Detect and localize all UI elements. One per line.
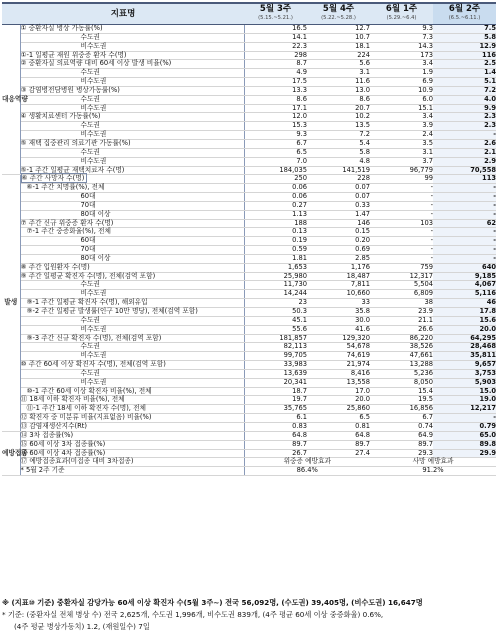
indicator-label: ⑫ 확진자 중 미분류 비율(지표없음) 비율(%) <box>20 413 152 422</box>
value-cell: 89.7 <box>307 440 370 449</box>
value-cell: 38 <box>370 299 433 308</box>
value-cell: 41.6 <box>307 325 370 334</box>
value-cell: 16.5 <box>244 25 307 34</box>
value-cell: 7.3 <box>370 33 433 42</box>
indicator-label: ⑨-1 주간 일평균 확진자 수(명), 해외유입 <box>26 298 148 307</box>
value-cell: 0.74 <box>370 422 433 431</box>
table-row <box>2 201 496 210</box>
indicator-label: 80대 이상 <box>80 209 111 218</box>
value-cell: - <box>433 201 496 210</box>
value-cell: 8.7 <box>244 60 307 69</box>
value-cell: 7.0 <box>244 157 307 166</box>
value-cell: 228 <box>307 175 370 184</box>
value-cell: 17.8 <box>433 308 496 317</box>
value-cell: 129,320 <box>307 334 370 343</box>
value-cell: 3.7 <box>370 157 433 166</box>
value-cell: - <box>370 254 433 263</box>
value-cell: 3.4 <box>370 60 433 69</box>
value-cell: 8,416 <box>307 369 370 378</box>
value-cell: 0.15 <box>307 228 370 237</box>
table-row <box>2 467 496 476</box>
value-cell: 14,244 <box>244 290 307 299</box>
value-cell: 4.8 <box>307 157 370 166</box>
indicator-label: 비수도권 <box>80 156 107 165</box>
category-label: 대응역량 <box>2 25 20 175</box>
value-cell: 18,487 <box>307 272 370 281</box>
value-cell: 4,067 <box>433 281 496 290</box>
indicator-name <box>20 95 244 104</box>
indicator-label: ⑤-1 주간 일평균 재택치료자 수(명) <box>20 165 125 174</box>
table-row <box>2 325 496 334</box>
value-cell: 6.0 <box>370 95 433 104</box>
indicator-label: 수도권 <box>80 368 100 377</box>
value-cell: 8.6 <box>307 95 370 104</box>
value-cell: 12.0 <box>244 113 307 122</box>
indicator-label: ⑥ 주간 사망자 수(명) <box>21 173 88 183</box>
value-cell: 26.7 <box>244 449 307 458</box>
indicator-name <box>20 86 244 95</box>
value-cell: 50.3 <box>244 308 307 317</box>
value-cell: 5.8 <box>307 148 370 157</box>
indicator-label: 수도권 <box>80 315 100 324</box>
indicator-label: 수도권 <box>80 147 100 156</box>
indicator-label: 비수도권 <box>80 377 107 386</box>
value-cell: 2.85 <box>307 254 370 263</box>
merged-value-cell: 86.4% <box>244 467 370 476</box>
value-cell: 146 <box>307 219 370 228</box>
value-cell: 250 <box>244 175 307 184</box>
value-cell: 19.0 <box>433 396 496 405</box>
value-cell: 9.9 <box>433 104 496 113</box>
category-label: 발생 <box>2 175 20 431</box>
value-cell: 17.1 <box>244 104 307 113</box>
indicator-label: 수도권 <box>80 342 100 351</box>
value-cell: 0.20 <box>307 237 370 246</box>
value-cell: 15.4 <box>370 387 433 396</box>
value-cell: 0.19 <box>244 237 307 246</box>
table-row <box>2 148 496 157</box>
indicator-label: ⑧ 주간 입원환자 수(명) <box>20 262 90 271</box>
value-cell: 86,220 <box>370 334 433 343</box>
indicator-label: ⑪-1 주간 18세 이하 확진자 수(명), 전체 <box>26 404 146 413</box>
indicator-label: 수도권 <box>80 121 100 130</box>
value-cell: 21.1 <box>370 316 433 325</box>
value-cell: 5,903 <box>433 378 496 387</box>
value-cell: 18.1 <box>307 42 370 51</box>
value-cell: 33,983 <box>244 361 307 370</box>
value-cell: 23.9 <box>370 308 433 317</box>
value-cell: 1.9 <box>370 69 433 78</box>
value-cell: 5,116 <box>433 290 496 299</box>
value-cell: 62 <box>433 219 496 228</box>
indicator-label: 70대 <box>80 245 96 254</box>
value-cell: 10.9 <box>370 86 433 95</box>
value-cell: 10,660 <box>307 290 370 299</box>
value-cell: 0.06 <box>244 193 307 202</box>
indicator-label: ⑥-1 주간 치명률(%), 전체 <box>26 183 105 192</box>
value-cell: 3.9 <box>370 122 433 131</box>
value-cell: 0.59 <box>244 246 307 255</box>
value-cell: 2.6 <box>433 139 496 148</box>
indicator-name <box>20 467 244 476</box>
value-cell: 7.2 <box>307 131 370 140</box>
indicator-label: ⑨-3 주간 신규 확진자 수(명), 전체(검역 포함) <box>26 333 162 342</box>
value-cell: 28,468 <box>433 343 496 352</box>
value-cell: 13,558 <box>307 378 370 387</box>
value-cell: 10.7 <box>307 33 370 42</box>
indicator-label: ⑨-2 주간 일평균 발생률(인구 10만 명당), 전체(검역 포함) <box>26 307 198 315</box>
value-cell: 20.0 <box>307 396 370 405</box>
value-cell: 89.8 <box>433 440 496 449</box>
value-cell: 6.9 <box>370 78 433 87</box>
value-cell: 3.1 <box>307 69 370 78</box>
value-cell: 2.4 <box>370 131 433 140</box>
indicator-label: 비수도권 <box>80 41 107 50</box>
indicator-table <box>2 2 496 476</box>
value-cell: 35,765 <box>244 405 307 414</box>
indicator-label: ⑰ 예방접종효과(미접종 대비 3차접종) <box>20 457 134 466</box>
value-cell: 18.7 <box>244 387 307 396</box>
value-cell: 3.1 <box>370 148 433 157</box>
indicator-label: ⑤ 재택 집중관리 의료기관 가동률(%) <box>20 138 131 147</box>
merged-value-cell: 사망 예방효과 <box>370 458 496 467</box>
value-cell: 0.83 <box>244 422 307 431</box>
value-cell: 15.0 <box>433 387 496 396</box>
value-cell: 47,661 <box>370 352 433 361</box>
value-cell: - <box>370 228 433 237</box>
value-cell: 12,217 <box>433 405 496 414</box>
value-cell: 25,860 <box>307 405 370 414</box>
value-cell: 0.13 <box>244 228 307 237</box>
value-cell: 13.5 <box>307 122 370 131</box>
value-cell: 23 <box>244 299 307 308</box>
value-cell: - <box>370 246 433 255</box>
indicator-name <box>20 369 244 378</box>
value-cell: 0.79 <box>433 422 496 431</box>
value-cell: - <box>433 228 496 237</box>
indicator-name <box>20 201 244 210</box>
category-label: 예방접종 <box>2 431 20 475</box>
value-cell: 89.7 <box>244 440 307 449</box>
value-cell: 20,341 <box>244 378 307 387</box>
value-cell: 64.9 <box>370 431 433 440</box>
value-cell: 5.1 <box>433 78 496 87</box>
value-cell: - <box>433 237 496 246</box>
value-cell: 103 <box>370 219 433 228</box>
value-cell: 13.0 <box>307 86 370 95</box>
value-cell: 0.06 <box>244 184 307 193</box>
indicator-label: 비수도권 <box>80 324 107 333</box>
indicator-name <box>20 148 244 157</box>
value-cell: 640 <box>433 263 496 272</box>
value-cell: 7,811 <box>307 281 370 290</box>
footnote-capacity: ※ (지표⑩ 기준) 중환자실 감당가능 60세 이상 확진자 수(5월 3주~) 전국 56,092명, (수도권) 39,405명, (비수도권) 16,647명 <box>2 598 423 607</box>
value-cell: 13,288 <box>370 361 433 370</box>
value-cell: 13.3 <box>244 86 307 95</box>
indicator-name <box>20 139 244 148</box>
indicator-label: ⑮ 60세 이상 3차 접종률(%) <box>20 439 106 448</box>
indicator-label: ①-1 일평균 재원 위중증 환자 수(명) <box>20 50 127 59</box>
value-cell: 1.4 <box>433 69 496 78</box>
indicator-label: ⑭ 3차 접종률(%) <box>20 430 74 439</box>
value-cell: 1,176 <box>307 263 370 272</box>
value-cell: 188 <box>244 219 307 228</box>
value-cell: 113 <box>433 175 496 184</box>
indicator-label: ① 중환자실 병상 가동률(%) <box>20 24 103 32</box>
value-cell: 141,519 <box>307 166 370 175</box>
value-cell: 33 <box>307 299 370 308</box>
indicator-label: 70대 <box>80 200 96 209</box>
table-row <box>2 86 496 95</box>
indicator-label: 비수도권 <box>80 289 107 298</box>
value-cell: 8,050 <box>370 378 433 387</box>
value-cell: 0.27 <box>244 201 307 210</box>
value-cell: 11,730 <box>244 281 307 290</box>
value-cell: 64.8 <box>244 431 307 440</box>
value-cell: - <box>433 246 496 255</box>
indicator-label: 수도권 <box>80 32 100 41</box>
value-cell: 12.9 <box>433 42 496 51</box>
value-cell: 35.8 <box>307 308 370 317</box>
indicator-label: ③ 감염병전담병원 병상가동률(%) <box>20 85 120 94</box>
value-cell: 2.1 <box>433 148 496 157</box>
value-cell: 9.3 <box>244 131 307 140</box>
value-cell: - <box>433 131 496 140</box>
value-cell: 14.1 <box>244 33 307 42</box>
value-cell: 3,753 <box>433 369 496 378</box>
week-header: 5월 4주 (5.22.~5.28.) <box>307 3 370 25</box>
value-cell: 20.7 <box>307 104 370 113</box>
value-cell: 759 <box>370 263 433 272</box>
indicator-label: 수도권 <box>80 94 100 103</box>
value-cell: 173 <box>370 51 433 60</box>
value-cell: - <box>433 414 496 423</box>
value-cell: 99,705 <box>244 352 307 361</box>
table-row <box>2 139 496 148</box>
value-cell: 65.0 <box>433 431 496 440</box>
indicator-label: ⑦-1 주간 중증화율(%), 전체 <box>26 227 111 236</box>
indicator-label: 비수도권 <box>80 77 107 86</box>
value-cell: 64,295 <box>433 334 496 343</box>
value-cell: 1.13 <box>244 210 307 219</box>
value-cell: 74,619 <box>307 352 370 361</box>
value-cell: 82,113 <box>244 343 307 352</box>
table-row <box>2 33 496 42</box>
indicator-label: 비수도권 <box>80 130 107 139</box>
indicator-label: ⑪ 18세 이하 확진자 비율(%), 전체 <box>20 395 125 404</box>
value-cell: 6.7 <box>370 414 433 423</box>
value-cell: 2.5 <box>433 60 496 69</box>
indicator-label: ⑨ 주간 일평균 확진자 수(명), 전체(검역 포함) <box>20 271 156 280</box>
value-cell: 17.0 <box>307 387 370 396</box>
value-cell: 7.2 <box>433 86 496 95</box>
value-cell: 29.9 <box>433 449 496 458</box>
value-cell: 6.1 <box>244 414 307 423</box>
value-cell: - <box>433 210 496 219</box>
table-row <box>2 378 496 387</box>
value-cell: 2.3 <box>433 113 496 122</box>
value-cell: 3.4 <box>370 113 433 122</box>
value-cell: 224 <box>307 51 370 60</box>
value-cell: 30.0 <box>307 316 370 325</box>
value-cell: - <box>370 193 433 202</box>
value-cell: 29.3 <box>370 449 433 458</box>
value-cell: 9,657 <box>433 361 496 370</box>
week-header: 5월 3주 (5.15.~5.21.) <box>244 3 307 25</box>
indicator-name <box>20 325 244 334</box>
value-cell: 12.7 <box>307 25 370 34</box>
indicator-label: * 5월 2주 기준 <box>20 466 65 475</box>
value-cell: 4.9 <box>244 69 307 78</box>
value-cell: 96,779 <box>370 166 433 175</box>
value-cell: - <box>433 193 496 202</box>
value-cell: 0.69 <box>307 246 370 255</box>
indicator-label: 수도권 <box>80 280 100 289</box>
value-cell: 116 <box>433 51 496 60</box>
value-cell: - <box>370 237 433 246</box>
value-cell: 2.3 <box>433 122 496 131</box>
value-cell: 9.3 <box>370 25 433 34</box>
value-cell: 26.6 <box>370 325 433 334</box>
value-cell: 20.0 <box>433 325 496 334</box>
value-cell: 16,856 <box>370 405 433 414</box>
value-cell: - <box>433 254 496 263</box>
value-cell: 0.33 <box>307 201 370 210</box>
value-cell: 70,558 <box>433 166 496 175</box>
footnotes <box>2 597 496 633</box>
value-cell: 0.81 <box>307 422 370 431</box>
footnote-criteria: * 기준: (중환자실 전체 병상 수) 전국 2,625개, 수도권 1,996개, 비수도권 839개, (4주 평균 60세 이상 중증화율) 0.6%, <box>2 610 384 619</box>
value-cell: 54,678 <box>307 343 370 352</box>
value-cell: 46 <box>433 299 496 308</box>
indicator-header: 지표명 <box>2 3 244 25</box>
table-header <box>2 3 496 25</box>
week-header: 6월 2주 (6.5.~6.11.) <box>433 3 496 25</box>
value-cell: 19.7 <box>244 396 307 405</box>
value-cell: 1.81 <box>244 254 307 263</box>
value-cell: 45.1 <box>244 316 307 325</box>
value-cell: 64.8 <box>307 431 370 440</box>
value-cell: 89.7 <box>370 440 433 449</box>
value-cell: 13,639 <box>244 369 307 378</box>
value-cell: 17.5 <box>244 78 307 87</box>
value-cell: 1.47 <box>307 210 370 219</box>
value-cell: 0.07 <box>307 193 370 202</box>
indicator-label: 비수도권 <box>80 103 107 112</box>
value-cell: - <box>370 210 433 219</box>
value-cell: 15.1 <box>370 104 433 113</box>
indicator-label: 60대 <box>80 236 96 245</box>
indicator-label: ② 중환자실 의료역량 대비 60세 이상 발생 비율(%) <box>20 59 172 68</box>
table-row <box>2 422 496 431</box>
footnote-criteria-cont: (4주 평균 병상가동치) 1.2, (재원일수) 7일 <box>14 622 150 631</box>
value-cell: 22.3 <box>244 42 307 51</box>
value-cell: 181,857 <box>244 334 307 343</box>
value-cell: 298 <box>244 51 307 60</box>
value-cell: 14.3 <box>370 42 433 51</box>
indicator-name <box>20 33 244 42</box>
value-cell: 19.5 <box>370 396 433 405</box>
value-cell: 12,317 <box>370 272 433 281</box>
value-cell: 21,974 <box>307 361 370 370</box>
value-cell: 8.6 <box>244 95 307 104</box>
indicator-label: 80대 이상 <box>80 253 111 262</box>
value-cell: 6.5 <box>244 148 307 157</box>
indicator-name <box>20 316 244 325</box>
value-cell: 11.6 <box>307 78 370 87</box>
value-cell: 10.2 <box>307 113 370 122</box>
value-cell: 5,236 <box>370 369 433 378</box>
indicator-label: ④ 생활치료센터 가동률(%) <box>20 112 101 121</box>
value-cell: 7.5 <box>433 25 496 34</box>
indicator-name <box>20 378 244 387</box>
value-cell: 55.6 <box>244 325 307 334</box>
value-cell: 5.6 <box>307 60 370 69</box>
value-cell: 15.6 <box>433 316 496 325</box>
value-cell: 5.8 <box>433 33 496 42</box>
value-cell: 6.7 <box>244 139 307 148</box>
indicator-label: ⑯ 60세 이상 4차 접종률(%) <box>20 448 106 457</box>
value-cell: 6,809 <box>370 290 433 299</box>
value-cell: - <box>370 184 433 193</box>
indicator-label: ⑦ 주간 신규 위중증 환자 수(명) <box>20 218 114 227</box>
table-row <box>2 369 496 378</box>
indicator-label: ⑬ 감염재생산지수(Rt) <box>20 421 88 430</box>
merged-value-cell: 위중증 예방효과 <box>244 458 370 467</box>
indicator-label: ⑩ 주간 60세 이상 확진자 수(명), 전체(검역 포함) <box>20 360 166 369</box>
value-cell: - <box>370 201 433 210</box>
value-cell: 3.5 <box>370 139 433 148</box>
value-cell: 1,653 <box>244 263 307 272</box>
value-cell: 5,504 <box>370 281 433 290</box>
value-cell: 184,035 <box>244 166 307 175</box>
indicator-label: 수도권 <box>80 68 100 77</box>
indicator-label: 비수도권 <box>80 351 107 360</box>
value-cell: - <box>433 184 496 193</box>
indicator-label: ⑩-1 주간 60세 이상 확진자 비율(%), 전체 <box>26 386 152 395</box>
indicator-label: 60대 <box>80 192 96 201</box>
value-cell: 2.9 <box>433 157 496 166</box>
value-cell: 4.0 <box>433 95 496 104</box>
table-row <box>2 95 496 104</box>
value-cell: 27.4 <box>307 449 370 458</box>
value-cell: 15.3 <box>244 122 307 131</box>
value-cell: 99 <box>370 175 433 184</box>
value-cell: 9,185 <box>433 272 496 281</box>
table-row <box>2 316 496 325</box>
week-header: 6월 1주 (5.29.~6.4) <box>370 3 433 25</box>
value-cell: 5.4 <box>307 139 370 148</box>
value-cell: 25,980 <box>244 272 307 281</box>
value-cell: 38,526 <box>370 343 433 352</box>
value-cell: 0.07 <box>307 184 370 193</box>
value-cell: 35,811 <box>433 352 496 361</box>
merged-value-cell: 91.2% <box>370 467 496 476</box>
value-cell: 6.5 <box>307 414 370 423</box>
